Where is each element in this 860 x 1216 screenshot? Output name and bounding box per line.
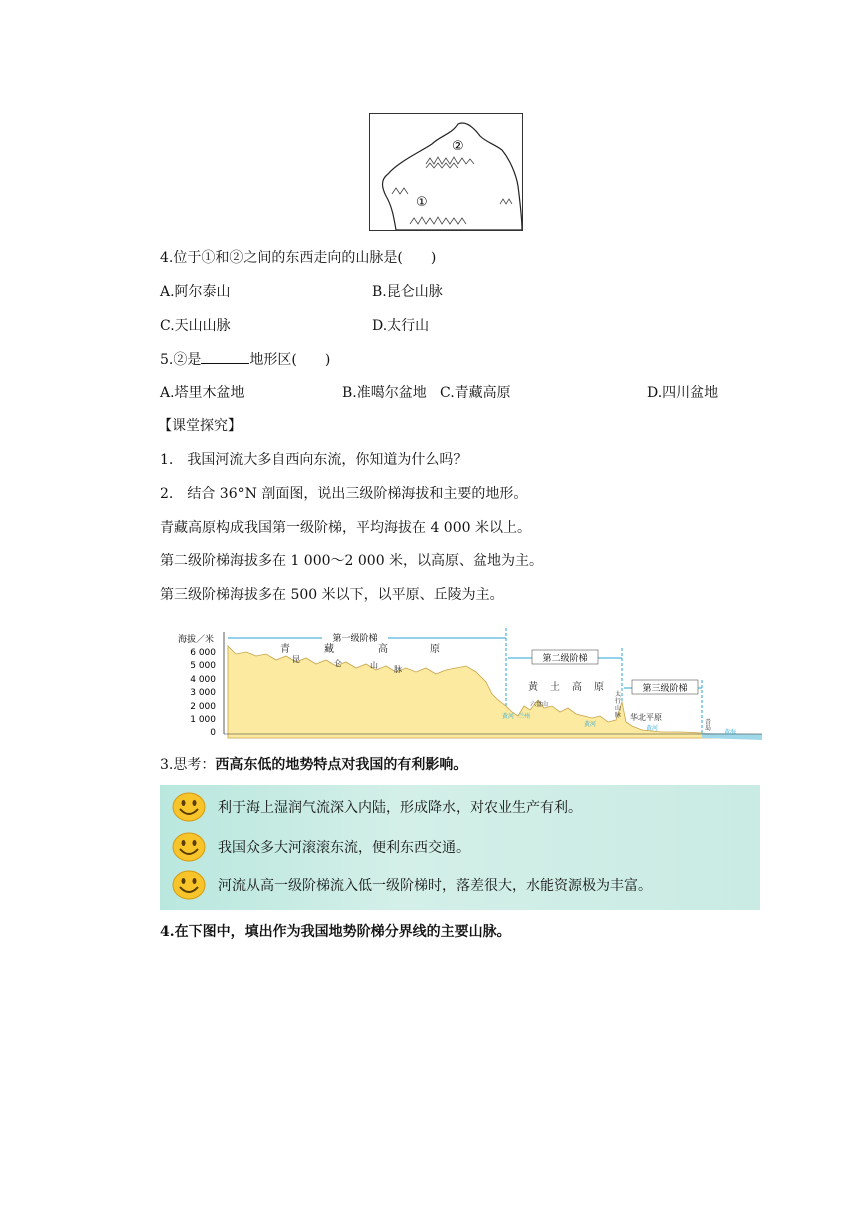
step1-label: 第一级阶梯	[332, 634, 378, 644]
map-figure	[369, 113, 523, 231]
inquiry-question-2: 2. 结合 36°N 剖面图，说出三级阶梯海拔和主要的地形。	[160, 486, 528, 502]
y-axis-label: 海拔／米	[178, 635, 215, 645]
benefits-panel	[160, 785, 760, 910]
y-tick-2000: 2 000	[190, 702, 216, 712]
think-heading	[160, 755, 467, 775]
kunlun-char-4: 脉	[394, 665, 402, 674]
think-prefix: 3.思考：	[160, 757, 216, 773]
inquiry-answer-2: 第二级阶梯海拔多在 1 000～2 000 米，以高原、盆地为主。	[160, 553, 544, 569]
taihang-char-3: 山	[615, 705, 622, 712]
question-5-option-a: A.塔里木盆地	[160, 385, 245, 401]
section-title: 【课堂探究】	[158, 418, 242, 434]
smiley-icon	[172, 832, 206, 862]
question-4-option-b: B.昆仑山脉	[372, 284, 443, 300]
kunlun-char-1: 昆	[292, 655, 300, 664]
y-tick-labels	[190, 648, 216, 738]
question-5-option-c: C.青藏高原	[440, 385, 511, 401]
step3-label: 第三级阶梯	[642, 684, 688, 694]
question-4-option-c: C.天山山脉	[160, 318, 231, 334]
liupan-label: 六盘山	[530, 701, 549, 708]
y-tick-5000: 5 000	[190, 661, 216, 671]
plateau-2-label	[528, 680, 604, 693]
plain-label: 华北平原	[630, 713, 662, 722]
qingdao-label	[705, 718, 711, 732]
kunlun-mountain-hatch	[392, 188, 512, 224]
kunlun-char-2: 仑	[334, 659, 342, 668]
river-label-2: 黄河	[584, 721, 597, 728]
benefit-row-2	[172, 831, 470, 863]
question-5-stem-suffix: 地形区( )	[249, 352, 331, 368]
inquiry-answer-1: 青藏高原构成我国第一级阶梯，平均海拔在 4 000 米以上。	[160, 520, 531, 536]
benefit-row-1	[172, 791, 582, 823]
taihang-char-4: 脉	[615, 712, 622, 719]
question-5-option-d: D.四川盆地	[647, 385, 719, 401]
question-5-stem-prefix: 5.②是	[160, 352, 202, 368]
benefit-text-2: 我国众多大河滚滚东流，便利东西交通。	[218, 840, 470, 856]
inquiry-answer-3: 第三级阶梯海拔多在 500 米以下，以平原、丘陵为主。	[160, 587, 504, 603]
plateau-2-char-4: 原	[594, 682, 604, 693]
y-tick-1000: 1 000	[190, 715, 216, 725]
map-label-1: ①	[416, 195, 428, 210]
y-tick-4000: 4 000	[190, 675, 216, 685]
taihang-char-2: 行	[615, 698, 622, 705]
y-tick-6000: 6 000	[190, 648, 216, 658]
terrain-profile-chart	[172, 622, 762, 744]
task-4-heading: 4.在下图中，填出作为我国地势阶梯分界线的主要山脉。	[160, 924, 511, 940]
question-4-option-a: A.阿尔泰山	[160, 284, 231, 300]
tianshan-mountain-hatch	[426, 157, 474, 168]
think-title: 西高东低的地势特点对我国的有利影响。	[215, 757, 468, 773]
qingdao-char-1: 青	[705, 719, 712, 726]
question-5-option-b: B.准噶尔盆地	[342, 385, 427, 401]
question-4-stem: 4.位于①和②之间的东西走向的山脉是( )	[160, 250, 437, 266]
y-tick-0: 0	[210, 728, 216, 738]
y-tick-3000: 3 000	[190, 688, 216, 698]
smiley-icon	[172, 870, 206, 900]
benefit-text-3: 河流从高一级阶梯流入低一级阶梯时，落差很大，水能资源极为丰富。	[218, 878, 652, 894]
step2-label: 第二级阶梯	[542, 654, 588, 664]
inquiry-question-1: 1. 我国河流大多自西向东流，你知道为什么吗？	[160, 452, 468, 468]
question-5-stem	[160, 350, 330, 370]
map-label-2: ②	[452, 139, 464, 154]
qingdao-char-2: 岛	[705, 725, 712, 732]
plateau-1-char-2: 藏	[324, 644, 334, 655]
taihang-label	[615, 690, 621, 719]
plateau-2-char-3: 高	[572, 682, 582, 693]
taihang-char-1: 太	[615, 691, 622, 698]
river-label-1: 黄河	[502, 713, 515, 720]
kunlun-char-3: 山	[370, 661, 378, 670]
plateau-1-char-3: 高	[378, 644, 388, 655]
benefit-text-1: 利于海上湿润气流深入内陆，形成降水，对农业生产有利。	[218, 800, 582, 816]
question-4-option-d: D.太行山	[372, 318, 430, 334]
plateau-2-char-1: 黄	[528, 682, 538, 693]
question-5-blank	[201, 351, 249, 364]
plateau-1-char-4: 原	[430, 644, 440, 655]
benefit-row-3	[172, 869, 652, 901]
sea-label: 黄海	[724, 729, 737, 736]
plateau-1-char-1: 青	[280, 644, 290, 655]
smiley-icon	[172, 792, 206, 822]
plateau-2-char-2: 土	[550, 682, 560, 693]
lanzhou-label: 兰州	[518, 713, 531, 720]
river-label-3: 黄河	[646, 725, 659, 732]
